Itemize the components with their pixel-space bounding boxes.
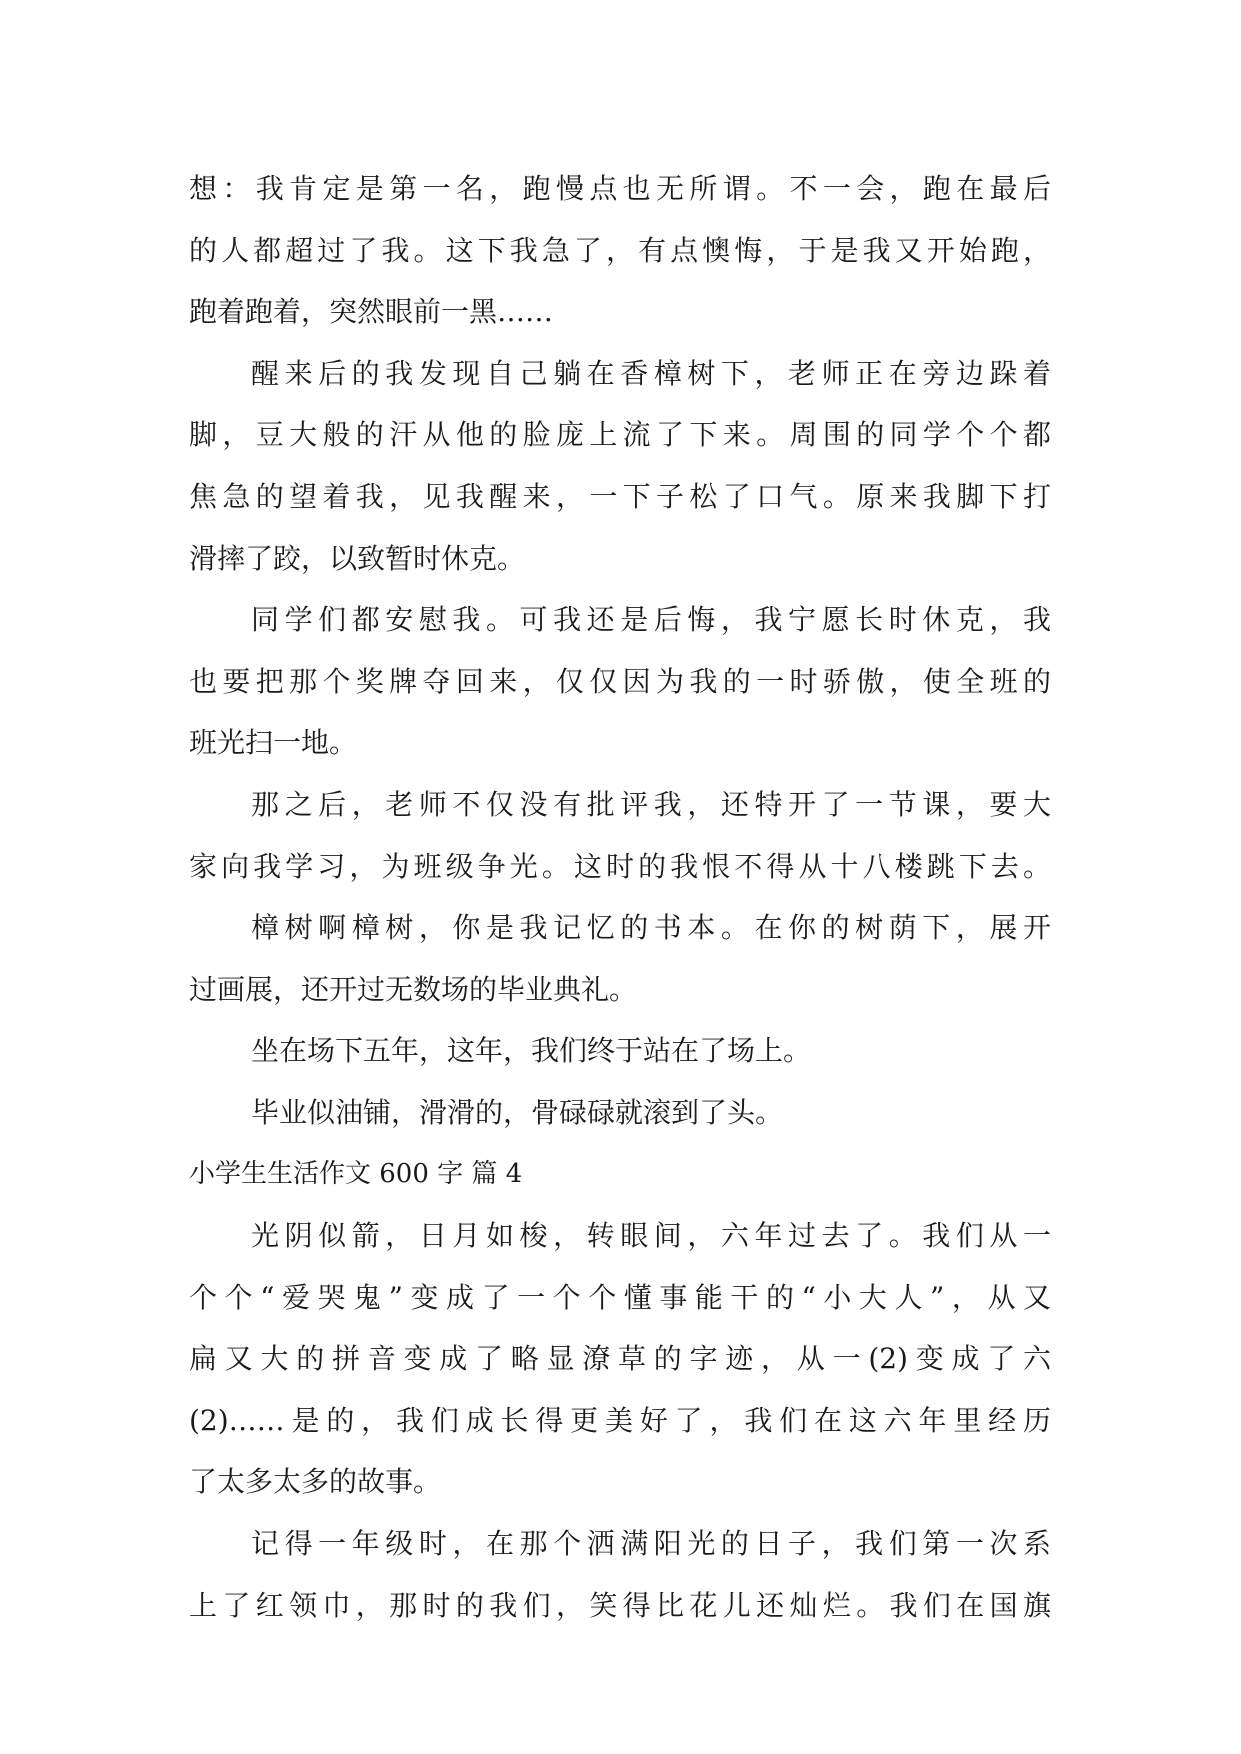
paragraph-start-line: 樟树啊樟树，你是我记忆的书本。在你的树荫下，展开: [251, 911, 1051, 945]
text-line: 家向我学习，为班级争光。这时的我恨不得从十八楼跳下去。: [189, 849, 1051, 883]
paragraph-start-line: 记得一年级时，在那个洒满阳光的日子，我们第一次系: [251, 1527, 1051, 1561]
paragraph-start-line: 坐在场下五年，这年，我们终于站在了场上。: [251, 1034, 812, 1068]
text-line: 跑着跑着，突然眼前一黑……: [189, 295, 554, 329]
text-line: 上了红领巾，那时的我们，笑得比花儿还灿烂。我们在国旗: [189, 1588, 1051, 1622]
paragraph-start-line: 那之后，老师不仅没有批评我，还特开了一节课，要大: [251, 787, 1051, 821]
text-line: 扁又大的拼音变成了略显潦草的字迹，从一(2)变成了六: [189, 1342, 1051, 1376]
paragraph-start-line: 同学们都安慰我。可我还是后悔，我宁愿长时休克，我: [251, 603, 1051, 637]
text-line: 过画展，还开过无数场的毕业典礼。: [189, 972, 638, 1006]
text-line: 滑摔了跤，以致暂时休克。: [189, 541, 526, 575]
text-line: 个个“爱哭鬼”变成了一个个懂事能干的“小大人”，从又: [189, 1280, 1051, 1314]
paragraph-start-line: 醒来后的我发现自己躺在香樟树下，老师正在旁边跺着: [251, 356, 1051, 390]
section-heading: 小学生生活作文 600 字 篇 4: [189, 1158, 523, 1189]
text-line: 脚，豆大般的汗从他的脸庞上流了下来。周围的同学个个都: [189, 418, 1051, 452]
text-line: 的人都超过了我。这下我急了，有点懊悔，于是我又开始跑，: [189, 233, 1051, 267]
document-body: [189, 158, 1051, 1636]
paragraph-start-line: 毕业似油铺，滑滑的，骨碌碌就滚到了头。: [251, 1095, 784, 1129]
text-line: 了太多太多的故事。: [189, 1465, 442, 1499]
text-line: 焦急的望着我，见我醒来，一下子松了口气。原来我脚下打: [189, 479, 1051, 513]
text-line: 想：我肯定是第一名，跑慢点也无所谓。不一会，跑在最后: [189, 172, 1051, 205]
text-line: 班光扫一地。: [189, 726, 358, 760]
text-line: 也要把那个奖牌夺回来，仅仅因为我的一时骄傲，使全班的: [189, 664, 1051, 698]
text-line: (2)……是的，我们成长得更美好了，我们在这六年里经历: [189, 1403, 1051, 1437]
paragraph-start-line: 光阴似箭，日月如梭，转眼间，六年过去了。我们从一: [251, 1219, 1051, 1253]
